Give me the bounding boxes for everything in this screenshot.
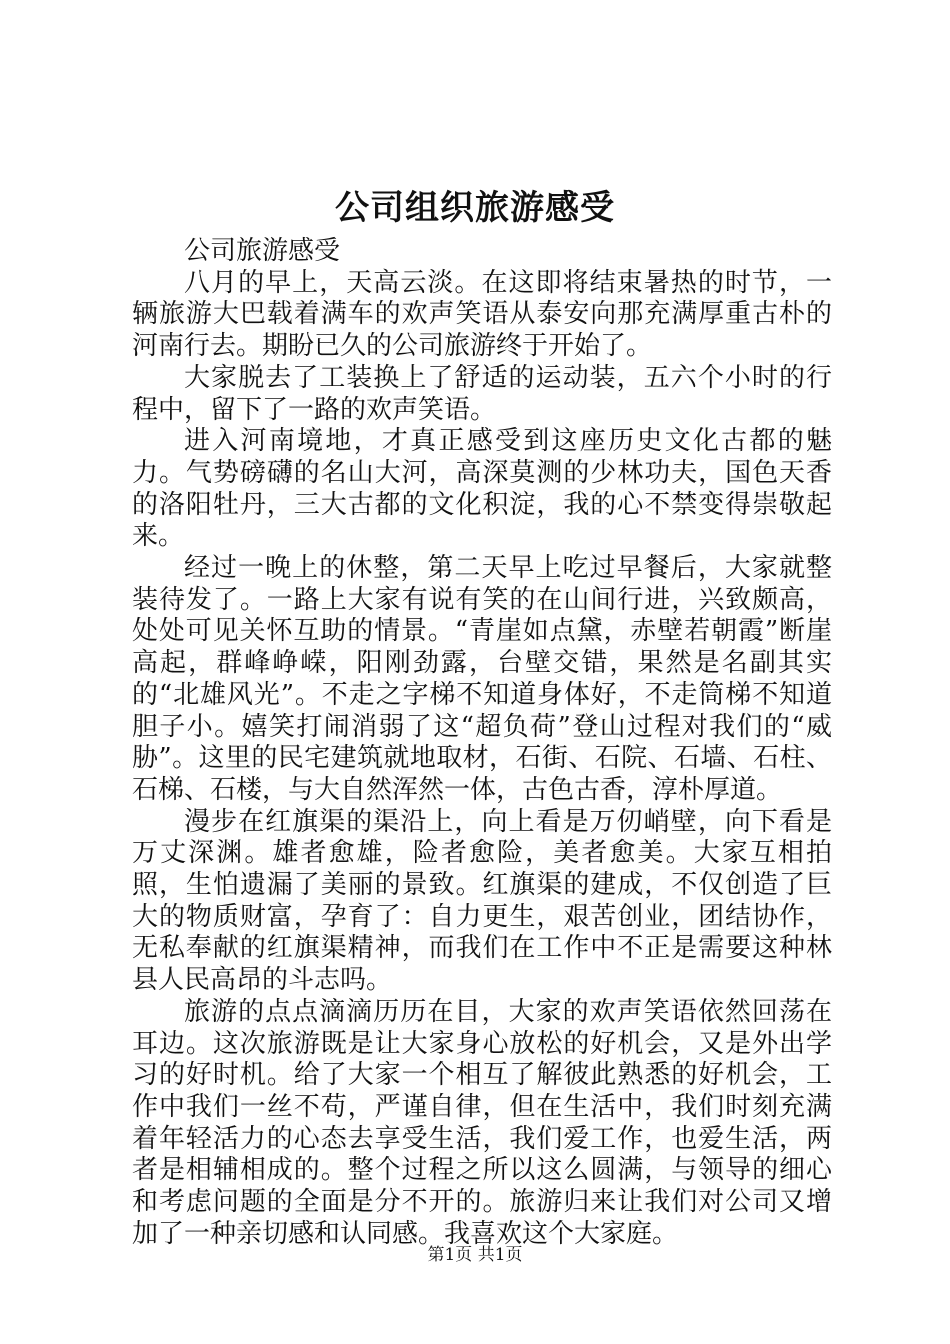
page-footer: 第1页 共1页: [427, 1245, 523, 1265]
paragraph-subtitle: 公司旅游感受: [184, 236, 341, 266]
paragraph: 漫步在红旗渠的渠沿上，向上看是万仞峭壁，向下看是万丈深渊。雄者愈雄，险者愈险，美者愈美。大家互相拍照，生怕遗漏了美丽的景致。红旗渠的建成，不仅创造了巨大的物质财富，孕育了：自力更生，艰苦创业，团结协作，无私奉献的红旗渠精神，而我们在工作中不正是需要这种林县人民高昂的斗志吗。: [132, 806, 832, 996]
document-body: [132, 236, 832, 1251]
paragraph: 八月的早上，天高云淡。在这即将结束暑热的时节，一辆旅游大巴载着满车的欢声笑语从泰安向那充满厚重古朴的河南行去。期盼已久的公司旅游终于开始了。: [132, 267, 832, 362]
paragraph: 旅游的点点滴滴历历在目，大家的欢声笑语依然回荡在耳边。这次旅游既是让大家身心放松的好机会，又是外出学习的好时机。给了大家一个相互了解彼此熟悉的好机会，工作中我们一丝不苟，严谨自律，但在生活中，我们时刻充满着年轻活力的心态去享受生活，我们爱工作，也爱生活，两者是相辅相成的。整个过程之所以这么圆满，与领导的细心和考虑问题的全面是分不开的。旅游归来让我们对公司又增加了一种亲切感和认同感。我喜欢这个大家庭。: [132, 996, 832, 1249]
paragraph: 进入河南境地，才真正感受到这座历史文化古都的魅力。气势磅礴的名山大河，高深莫测的少林功夫，国色天香的洛阳牡丹，三大古都的文化积淀，我的心不禁变得崇敬起来。: [132, 426, 832, 552]
document-title: 公司组织旅游感受: [335, 188, 615, 228]
paragraph: 经过一晚上的休整，第二天早上吃过早餐后，大家就整装待发了。一路上大家有说有笑的在山间行进，兴致颇高，处处可见关怀互助的情景。“青崖如点黛，赤壁若朝霞”断崖高起，群峰峥嵘，阳刚劲露，台壁交错，果然是名副其实的“北雄风光”。不走之字梯不知道身体好，不走筒梯不知道胆子小。嬉笑打闹消弱了这“超负荷”登山过程对我们的“威胁”。这里的民宅建筑就地取材，石街、石院、石墙、石柱、石梯、石楼，与大自然浑然一体，古色古香，淳朴厚道。: [132, 553, 832, 805]
paragraph: 大家脱去了工装换上了舒适的运动装，五六个小时的行程中，留下了一路的欢声笑语。: [132, 362, 832, 425]
